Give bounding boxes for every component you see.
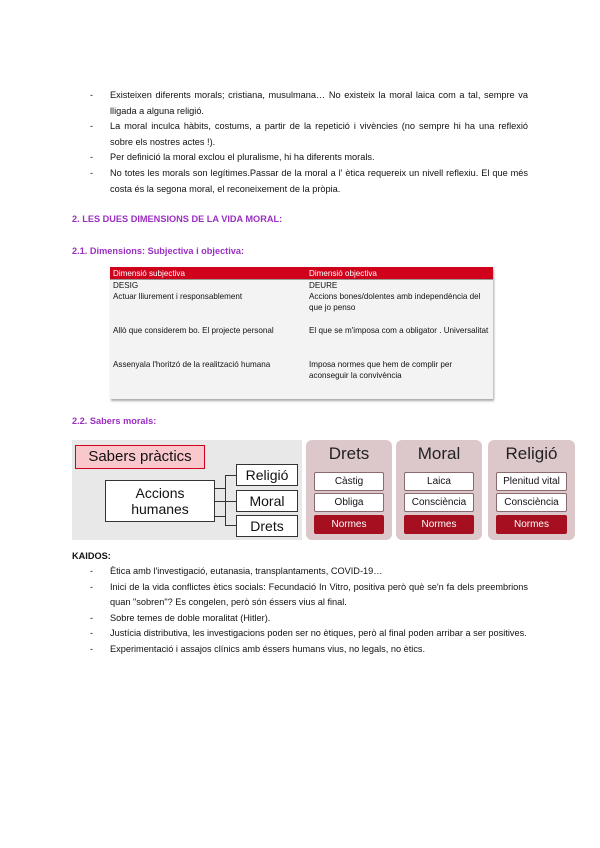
table-cell: Accions bones/dolentes amb independència del que jo penso [309,292,481,312]
sabers-morals-diagram [72,440,575,540]
table-cell: DESIG [113,281,139,290]
panel-title: Moral [417,444,461,463]
panel-item: Consciència [404,493,474,512]
panel-item: Càstig [314,472,384,491]
list-item: - Justícia distributiva, les investigacions poden ser no ètiques, però al final poden arribar a ser positives. [90,626,528,642]
subsection-heading-sabers: 2.2. Sabers morals: [72,416,157,426]
connector-line [225,475,226,525]
table-cell: DEURE [309,281,338,290]
panel-religio [488,440,575,540]
table-cell: Actuar lliurement i responsablement [113,292,243,301]
connector-line [225,525,236,526]
accions-humanes-box: Accions humanes [105,480,215,522]
list-item: - No totes les morals son legítimes.Passar de la moral a l' ètica requereix un nivell reflexiu. El que més costa és la segona moral, el reconeixement de la pròpia. [90,166,528,197]
kaidos-bullet-list [90,564,528,658]
branch-moral: Moral [236,490,298,512]
panel-item: Normes [496,515,567,534]
panel-item: Consciència [496,493,567,512]
list-item: - Inici de la vida conflictes ètics socials: Fecundació In Vitro, positiva però què se'n fa dels preembrions quan "sobren"? Es congelen, però són éssers vius al final. [90,580,528,611]
panel-drets [306,440,392,540]
intro-bullet-list [90,88,528,197]
list-item: - Ètica amb l'investigació, eutanasia, transplantaments, COVID-19… [90,564,528,580]
list-item: - Per definició la moral exclou el pluralisme, hi ha diferents morals. [90,150,528,166]
connector-line [225,475,236,476]
sabers-practics-title: Sabers pràctics [75,445,205,469]
table-cell: Imposa normes que hem de complir per aconseguir la convivència [309,360,453,380]
panel-item: Normes [314,515,384,534]
connector-line [215,488,225,489]
table-header: Dimensió objectiva [306,267,493,280]
panel-item: Laica [404,472,474,491]
table-cell: Allò que considerem bo. El projecte personal [113,326,274,335]
list-item: - Existeixen diferents morals; cristiana, musulmana… No existeix la moral laica com a tal, sempre va lligada a alguna religió. [90,88,528,119]
panel-item: Plenitud vital [496,472,567,491]
list-item: - La moral inculca hàbits, costums, a partir de la repetició i vivències (no sempre hi ha una reflexió sobre els nostres actes !). [90,119,528,150]
connector-line [215,501,236,502]
subsection-heading-dimensions: 2.1. Dimensions: Subjectiva i objectiva: [72,246,245,256]
branch-drets: Drets [236,515,298,537]
panel-title: Drets [328,444,370,463]
connector-line [215,516,225,517]
dimensions-table [110,267,493,399]
table-cell: El que se m'imposa com a obligator . Universalitat [309,326,489,335]
list-item: - Sobre temes de doble moralitat (Hitler). [90,611,528,627]
sabers-practics-box [72,440,302,540]
section-heading: 2. LES DUES DIMENSIONS DE LA VIDA MORAL: [72,214,283,224]
branch-religio: Religió [236,464,298,486]
table-cell: Assenyala l'horitzó de la realització humana [113,360,271,369]
panel-item: Obliga [314,493,384,512]
kaidos-heading: KAIDOS: [72,551,111,561]
table-header: Dimensió subjectiva [110,267,306,280]
panel-moral [396,440,482,540]
list-item: - Experimentació i assajos clínics amb éssers humans vius, no legals, no ètics. [90,642,528,658]
panel-title: Religió [505,444,558,463]
panel-item: Normes [404,515,474,534]
